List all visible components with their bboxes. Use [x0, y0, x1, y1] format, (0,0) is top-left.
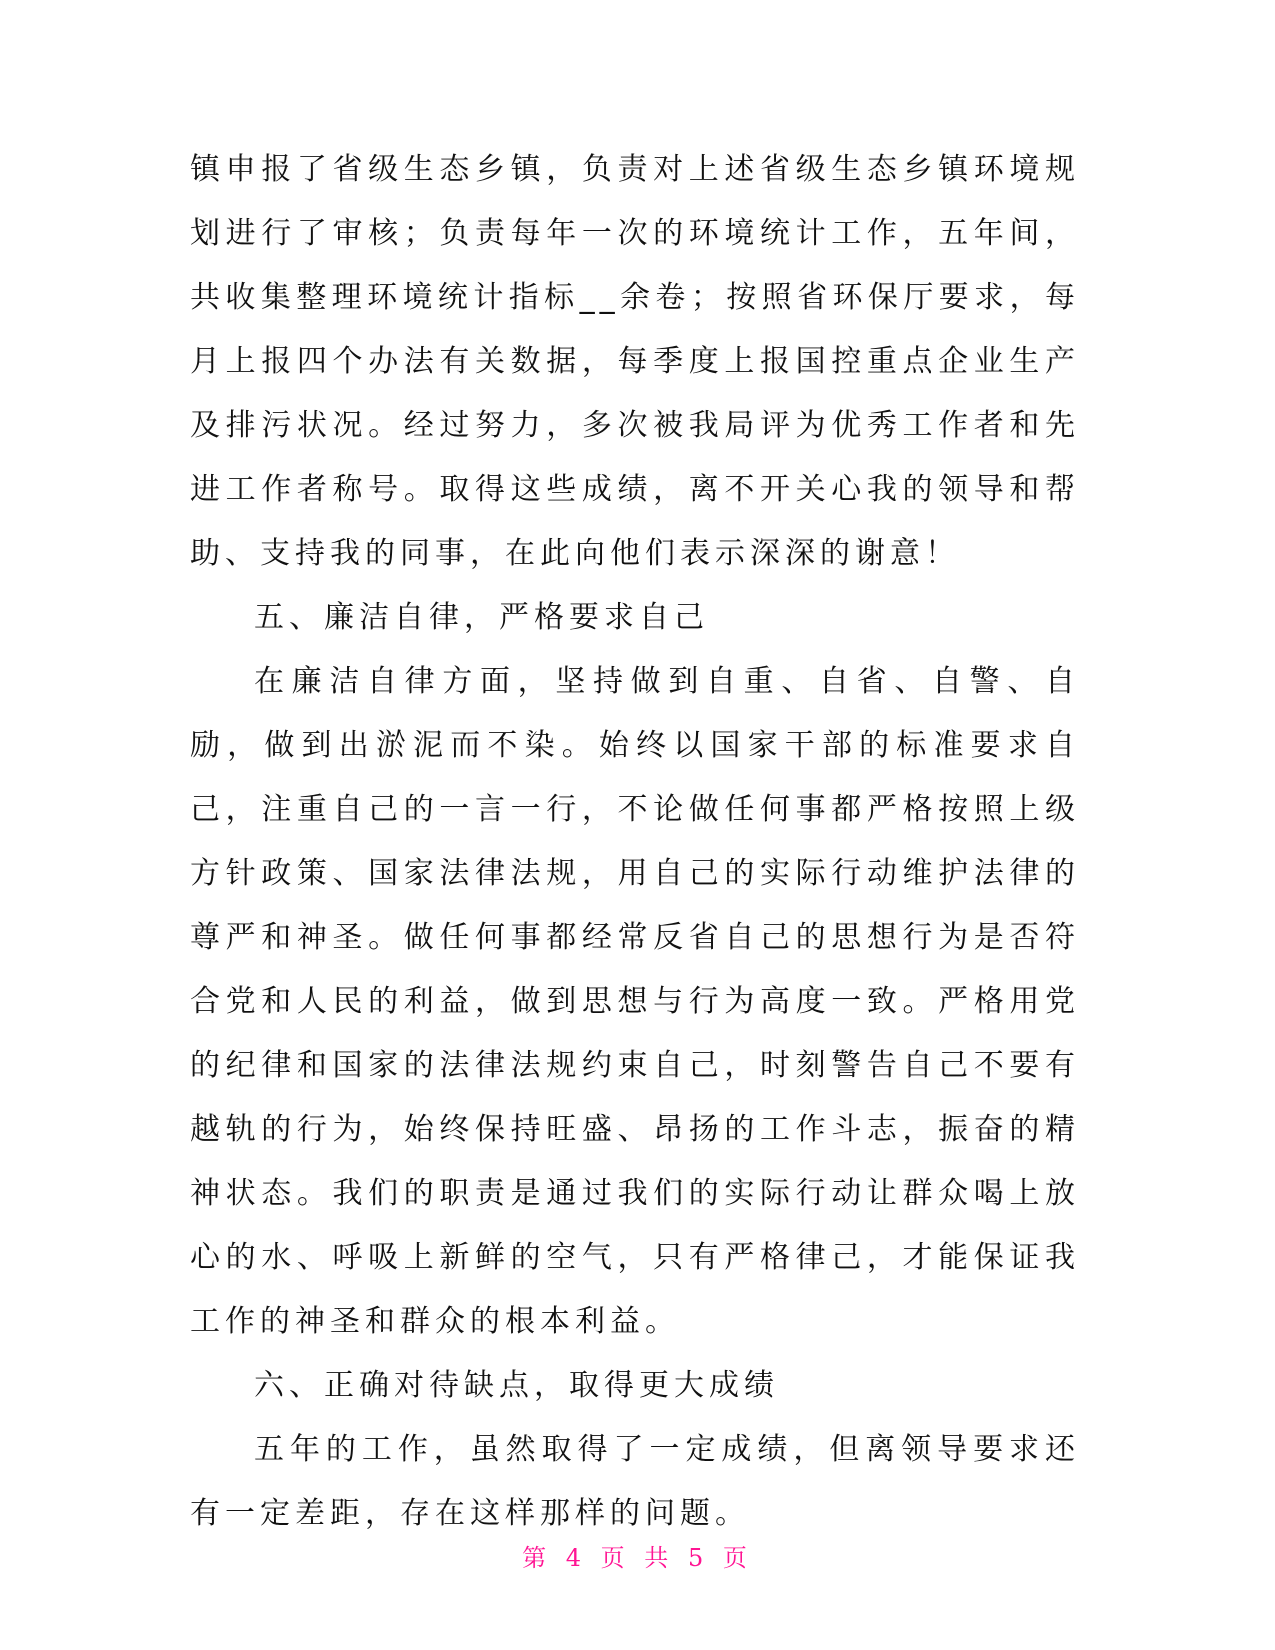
page-number-footer: 第 4 页 共 5 页 [522, 1544, 753, 1572]
document-body [190, 138, 1080, 1546]
paragraph-integrity: 在廉洁自律方面，坚持做到自重、自省、自警、自励，做到出淤泥而不染。始终以国家干部的标准要求自己，注重自己的一言一行，不论做任何事都严格按照上级方针政策、国家法律法规，用自己的实际行动维护法律的尊严和神圣。做任何事都经常反省自己的思想行为是否符合党和人民的利益，做到思想与行为高度一致。严格用党的纪律和国家的法律法规约束自己，时刻警告自己不要有越轨的行为，始终保持旺盛、昂扬的工作斗志，振奋的精神状态。我们的职责是通过我们的实际行动让群众喝上放心的水、呼吸上新鲜的空气，只有严格律己，才能保证我工作的神圣和群众的根本利益。 [190, 664, 1080, 1339]
paragraph-shortcomings: 五年的工作，虽然取得了一定成绩，但离领导要求还有一定差距，存在这样那样的问题。 [190, 1432, 1080, 1531]
section-heading-5: 五、廉洁自律，严格要求自己 [254, 600, 709, 635]
section-heading-6: 六、正确对待缺点，取得更大成绩 [254, 1368, 779, 1403]
paragraph-continuation: 镇申报了省级生态乡镇，负责对上述省级生态乡镇环境规划进行了审核；负责每年一次的环境统计工作，五年间，共收集整理环境统计指标__余卷；按照省环保厅要求，每月上报四个办法有关数据，每季度上报国控重点企业生产及排污状况。经过努力，多次被我局评为优秀工作者和先进工作者称号。取得这些成绩，离不开关心我的领导和帮助、支持我的同事，在此向他们表示深深的谢意！ [190, 152, 1080, 571]
